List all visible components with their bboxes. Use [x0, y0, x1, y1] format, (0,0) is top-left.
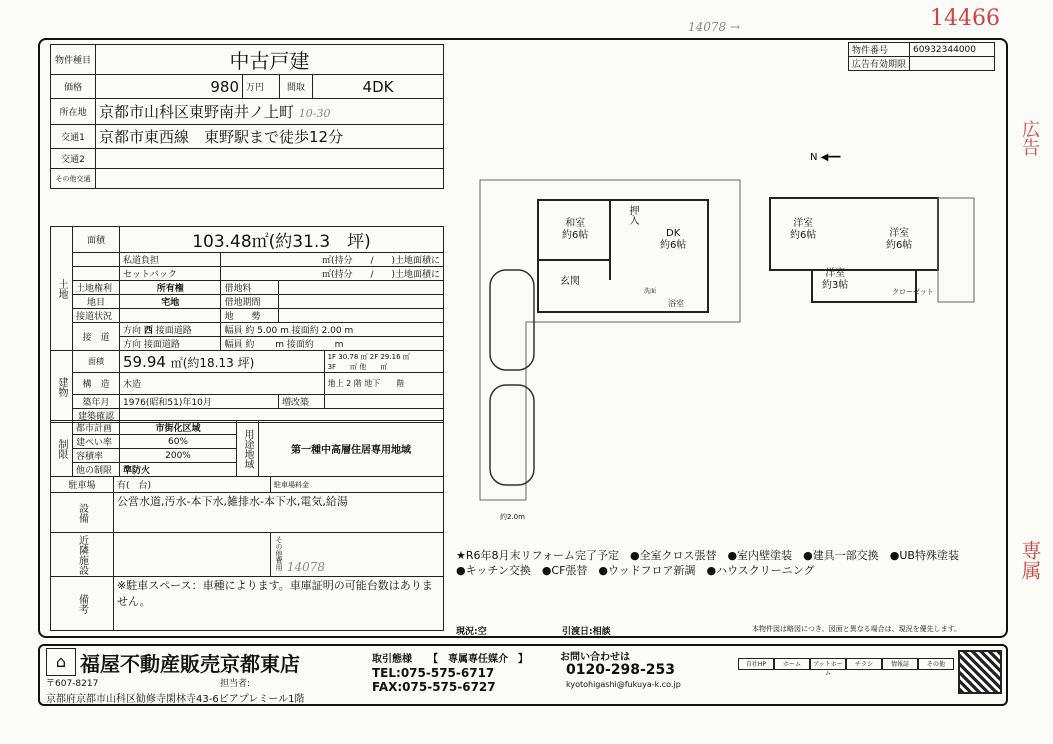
staff-label: 担当者: — [220, 679, 251, 689]
transit2-label: 交通2 — [51, 149, 96, 169]
width-label: 約2.0m — [500, 513, 525, 521]
car-icon — [490, 385, 534, 485]
stories: 地上 2 階 地下 階 — [324, 373, 443, 395]
price-label: 価格 — [51, 75, 96, 99]
inquiry-label: お問い合わせは — [560, 652, 630, 663]
tel: TEL:075-575-6717 — [372, 666, 495, 680]
share-note: ㎡(持分 / )土地面積に — [221, 253, 444, 267]
room-washroom: 洗面 — [644, 288, 657, 295]
email: kyotohigashi@fukuya-k.co.jp — [566, 680, 681, 689]
zone-label: 用途地域 — [237, 421, 259, 477]
company-name: 福屋不動産販売京都東店 — [80, 652, 300, 676]
property-id-table — [848, 42, 995, 71]
other-transit-label: その他交通 — [51, 169, 96, 189]
company-postal: 〒607-8217 — [46, 679, 99, 689]
coverage-label: 建ぺい率 — [73, 435, 120, 449]
facilities-value: 公営水道,汚水-本下水,雑排水-本下水,電気,給湯 — [114, 493, 444, 533]
setback: セットバック — [120, 267, 221, 281]
built-value: 1976(昭和51)年10月 — [120, 395, 279, 409]
facilities-label: 設備 — [51, 493, 114, 533]
other-restriction-label: 他の制限 — [73, 463, 120, 477]
badge: 自社HP — [738, 658, 774, 670]
status-current: 現況:空 — [456, 627, 487, 637]
layout-value: 4DK — [313, 75, 444, 99]
confirm-label: 建築確認 — [73, 409, 120, 423]
room-western-1: 洋室 約6帖 — [790, 218, 817, 241]
structure-value: 木造 — [120, 373, 325, 395]
badge: ホーム — [774, 658, 810, 670]
reform-text: ★R6年8月末リフォーム完了予定 ●全室クロス張替 ●室内壁塗装 ●建具一部交換 ●UB特殊塗装 ●キッチン交換 ●CF張替 ●ウッドフロア新調 ●ハウスクリーニング — [456, 549, 970, 577]
floors-text: 1F 30.78 ㎡ 2F 29.16 ㎡ 3F ㎡ 他 ㎡ — [324, 351, 443, 373]
badge: アットホーム — [810, 658, 846, 670]
far-label: 容積率 — [73, 449, 120, 463]
borrow-fee: 借地料 — [221, 281, 279, 295]
compass-icon: N ◀━━ — [810, 152, 841, 163]
free-dial: 0120-298-253 — [566, 662, 676, 678]
category-label: 地目 — [73, 295, 120, 309]
rights-label: 土地権利 — [73, 281, 120, 295]
access-row: 方向 西 接面道路 — [120, 323, 221, 337]
borrow-period: 借地期間 — [221, 295, 279, 309]
address-value: 京都市山科区東野南井ノ上町 10-30 — [96, 99, 444, 125]
lower-table — [50, 476, 444, 631]
room-dk: DK 約6帖 — [660, 228, 687, 251]
pencil-note: 14078 → — [688, 20, 741, 34]
width-text-2: 幅員 約 m 接面約 m — [221, 337, 444, 351]
address-label: 所在地 — [51, 99, 96, 125]
car-icon — [490, 270, 534, 370]
zone-value: 第一種中高層住居専用地域 — [259, 421, 444, 477]
transit1-value: 京都市東西線 東野駅まで徒歩12分 — [96, 125, 444, 149]
land-area-value: 103.48㎡(約31.3 坪) — [120, 227, 444, 253]
property-id-label: 物件番号 — [849, 43, 910, 57]
status-note: 本物件図は略図につき、図面と異なる場合は、現況を優先します。 — [752, 625, 962, 633]
restrictions-section: 制限 — [51, 421, 73, 477]
rights-value: 所有権 — [120, 281, 221, 295]
room-entrance: 玄関 — [560, 276, 580, 287]
room-western-3: 洋室 約3帖 — [822, 268, 849, 291]
ad-label: 広告有効期限 — [849, 57, 910, 71]
category-value: 宅地 — [120, 295, 221, 309]
transaction-mode-value: 【 専属専任媒介 】 — [428, 654, 528, 665]
access-label: 接 道 — [73, 323, 120, 351]
detail-table — [50, 226, 444, 423]
badge-row — [738, 658, 954, 677]
building-area-label: 面積 — [73, 351, 120, 373]
restrictions-table — [50, 420, 444, 477]
nearby-label: 近隣施設 — [51, 533, 114, 577]
type-label: 物件種目 — [51, 45, 96, 75]
badge: その他 — [918, 658, 954, 670]
parking-value: 有( 台) — [114, 477, 271, 493]
type-value: 中古戸建 — [96, 45, 444, 75]
transit1-label: 交通1 — [51, 125, 96, 149]
road-status: 接道状況 — [73, 309, 120, 323]
room-closet-2: クローゼット — [892, 288, 934, 296]
price-unit: 万円 — [243, 75, 280, 99]
room-bath: 浴室 — [668, 299, 684, 308]
company-logo-icon: ⌂ — [46, 648, 76, 676]
other-restriction-value: 準防火 — [120, 463, 237, 477]
parking-label: 駐車場 — [51, 477, 114, 493]
land-section: 土地 — [51, 227, 73, 351]
property-id-value: 60932344000 — [910, 43, 995, 57]
terrain: 地 勢 — [221, 309, 279, 323]
floorplan — [470, 140, 990, 530]
coverage-value: 60% — [120, 435, 237, 449]
parking-fee: 駐車場料金 — [271, 477, 444, 493]
access-row-2: 方向 接面道路 — [120, 337, 221, 351]
transaction-mode: 取引態様 — [372, 654, 412, 665]
city-plan-value: 市街化区域 — [120, 421, 237, 435]
badge: チラシ — [846, 658, 882, 670]
width-text: 幅員 約 5.00 m 接面約 2.00 m — [221, 323, 444, 337]
remarks-label: 備考 — [51, 577, 114, 631]
building-section: 建物 — [51, 351, 73, 423]
company-address: 京都府京都市山科区勧修寺閑林寺43-6ピアプレミール1階 — [46, 694, 305, 705]
badge: 情報誌 — [882, 658, 918, 670]
remarks-value: ※駐車スペース：車種によります。車庫証明の可能台数はありません。 — [114, 577, 444, 631]
fax: FAX:075-575-6727 — [372, 680, 496, 694]
built-label: 築年月 — [73, 395, 120, 409]
extension: 増改築 — [279, 395, 325, 409]
handwritten-mark: 広告 — [1019, 120, 1040, 156]
nearby-other: その他費用 14078 — [271, 533, 444, 577]
qr-code-icon — [958, 650, 1002, 694]
status-handover: 引渡日:相談 — [562, 627, 611, 637]
handwritten-mark-2: 専属 — [1018, 540, 1042, 580]
private-road: 私道負担 — [120, 253, 221, 267]
handwritten-number: 14466 — [930, 6, 1000, 31]
land-area-label: 面積 — [73, 227, 120, 253]
far-value: 200% — [120, 449, 237, 463]
building-area: 59.94 ㎡(約18.13 坪) — [120, 351, 325, 373]
share-note-2: ㎡(持分 / )土地面積に — [221, 267, 444, 281]
layout-label: 間取 — [280, 75, 313, 99]
price-value: 980 — [96, 75, 243, 99]
room-closet: 押入 — [627, 205, 638, 225]
room-japanese: 和室 約6帖 — [562, 218, 589, 241]
city-plan-label: 都市計画 — [73, 421, 120, 435]
header-table — [50, 44, 444, 189]
room-western-2: 洋室 約6帖 — [886, 228, 913, 251]
structure-label: 構 造 — [73, 373, 120, 395]
